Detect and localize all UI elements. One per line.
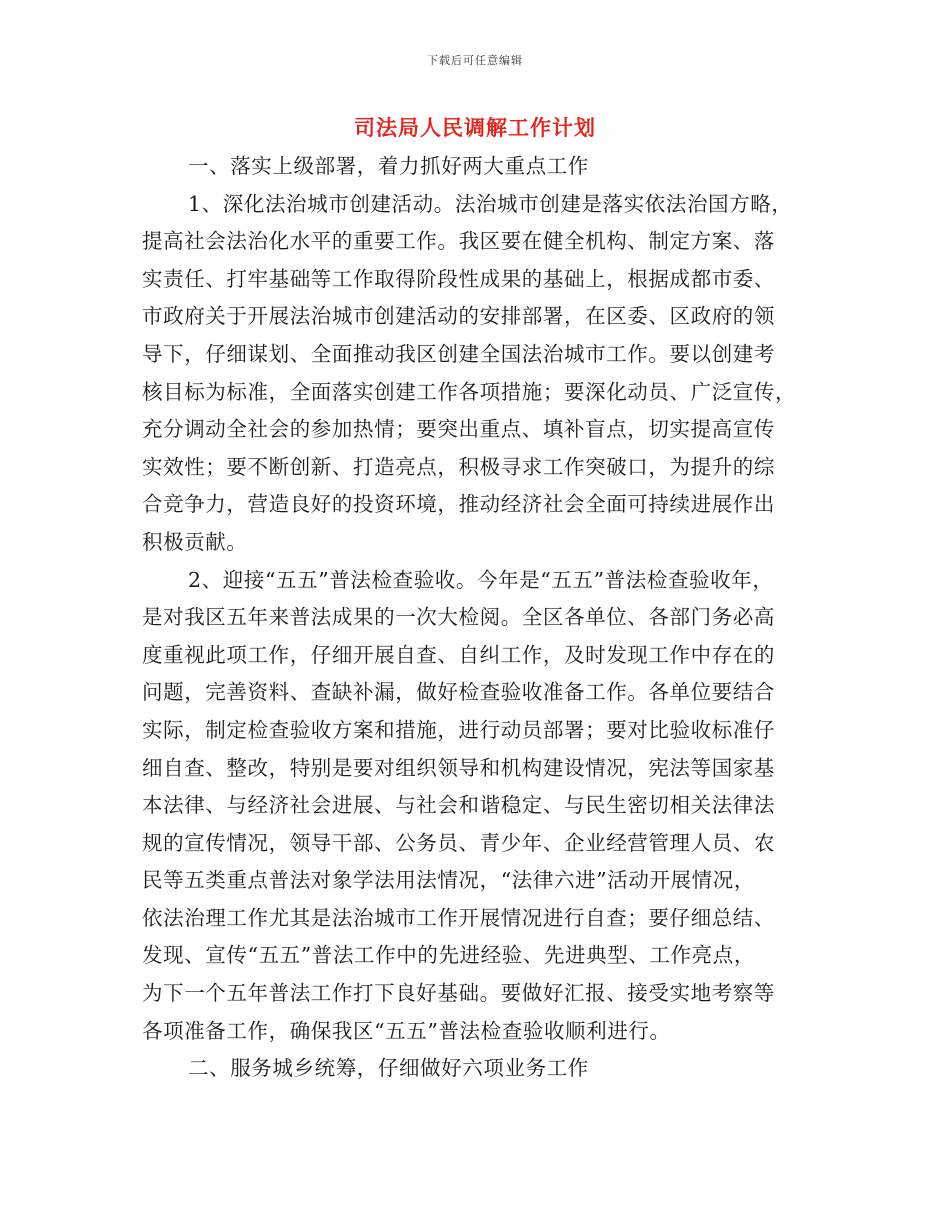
text-line: 一、落实上级部署，着力抓好两大重点工作 [188, 154, 589, 178]
text-line: 积极贡献。 [142, 529, 248, 554]
text-line: 市政府关于开展法治城市创建活动的安排部署，在区委、区政府的领 [142, 304, 775, 329]
text-line: 民等五类重点普法对象学法用法情况，“法律六进”活动开展情况， [142, 868, 755, 893]
text-line: 合竞争力，营造良好的投资环境，推动经济社会全面可持续进展作出 [142, 492, 775, 517]
text-line: 提高社会法治化水平的重要工作。我区要在健全机构、制定方案、落 [142, 229, 775, 254]
text-line: 规的宣传情况，领导干部、公务员、青少年、企业经营管理人员、农 [142, 830, 775, 855]
text-line: 是对我区五年来普法成果的一次大检阅。全区各单位、各部门务必高 [142, 605, 775, 630]
text-line: 充分调动全社会的参加热情；要突出重点、填补盲点，切实提高宣传 [142, 417, 775, 442]
text-line: 实责任、打牢基础等工作取得阶段性成果的基础上，根据成都市委、 [142, 266, 775, 291]
text-line: 本法律、与经济社会进展、与社会和谐稳定、与民生密切相关法律法 [142, 793, 775, 818]
text-line: 核目标为标准，全面落实创建工作各项措施；要深化动员、广泛宣传， [142, 379, 797, 404]
text-line: 发现、宣传“五五”普法工作中的先进经验、先进典型、工作亮点， [142, 943, 755, 968]
page-header-note: 下载后可任意编辑 [427, 54, 523, 67]
text-line: 各项准备工作，确保我区“五五”普法检查验收顺利进行。 [142, 1018, 671, 1043]
document-body [142, 148, 810, 1088]
text-line: 依法治理工作尤其是法治城市工作开展情况进行自查；要仔细总结、 [142, 905, 775, 930]
document-title: 司法局人民调解工作计划 [354, 115, 596, 140]
text-line: 导下，仔细谋划、全面推动我区创建全国法治城市工作。要以创建考 [142, 341, 775, 366]
text-line: 实际，制定检查验收方案和措施，进行动员部署；要对比验收标准仔 [142, 717, 775, 742]
text-line: 实效性；要不断创新、打造亮点，积极寻求工作突破口，为提升的综 [142, 454, 775, 479]
text-line: 细自查、整改，特别是要对组织领导和机构建设情况，宪法等国家基 [142, 755, 775, 780]
text-line: 二、服务城乡统筹，仔细做好六项业务工作 [188, 1056, 589, 1081]
text-line: 2、迎接“五五”普法检查验收。今年是“五五”普法检查验收年， [188, 567, 774, 592]
text-line: 为下一个五年普法工作打下良好基础。要做好汇报、接受实地考察等 [142, 981, 775, 1006]
text-line: 度重视此项工作，仔细开展自查、自纠工作，及时发现工作中存在的 [142, 642, 775, 667]
text-line: 1、深化法治城市创建活动。法治城市创建是落实依法治国方略， [188, 191, 793, 216]
text-line: 问题，完善资料、查缺补漏，做好检查验收准备工作。各单位要结合 [142, 680, 775, 705]
